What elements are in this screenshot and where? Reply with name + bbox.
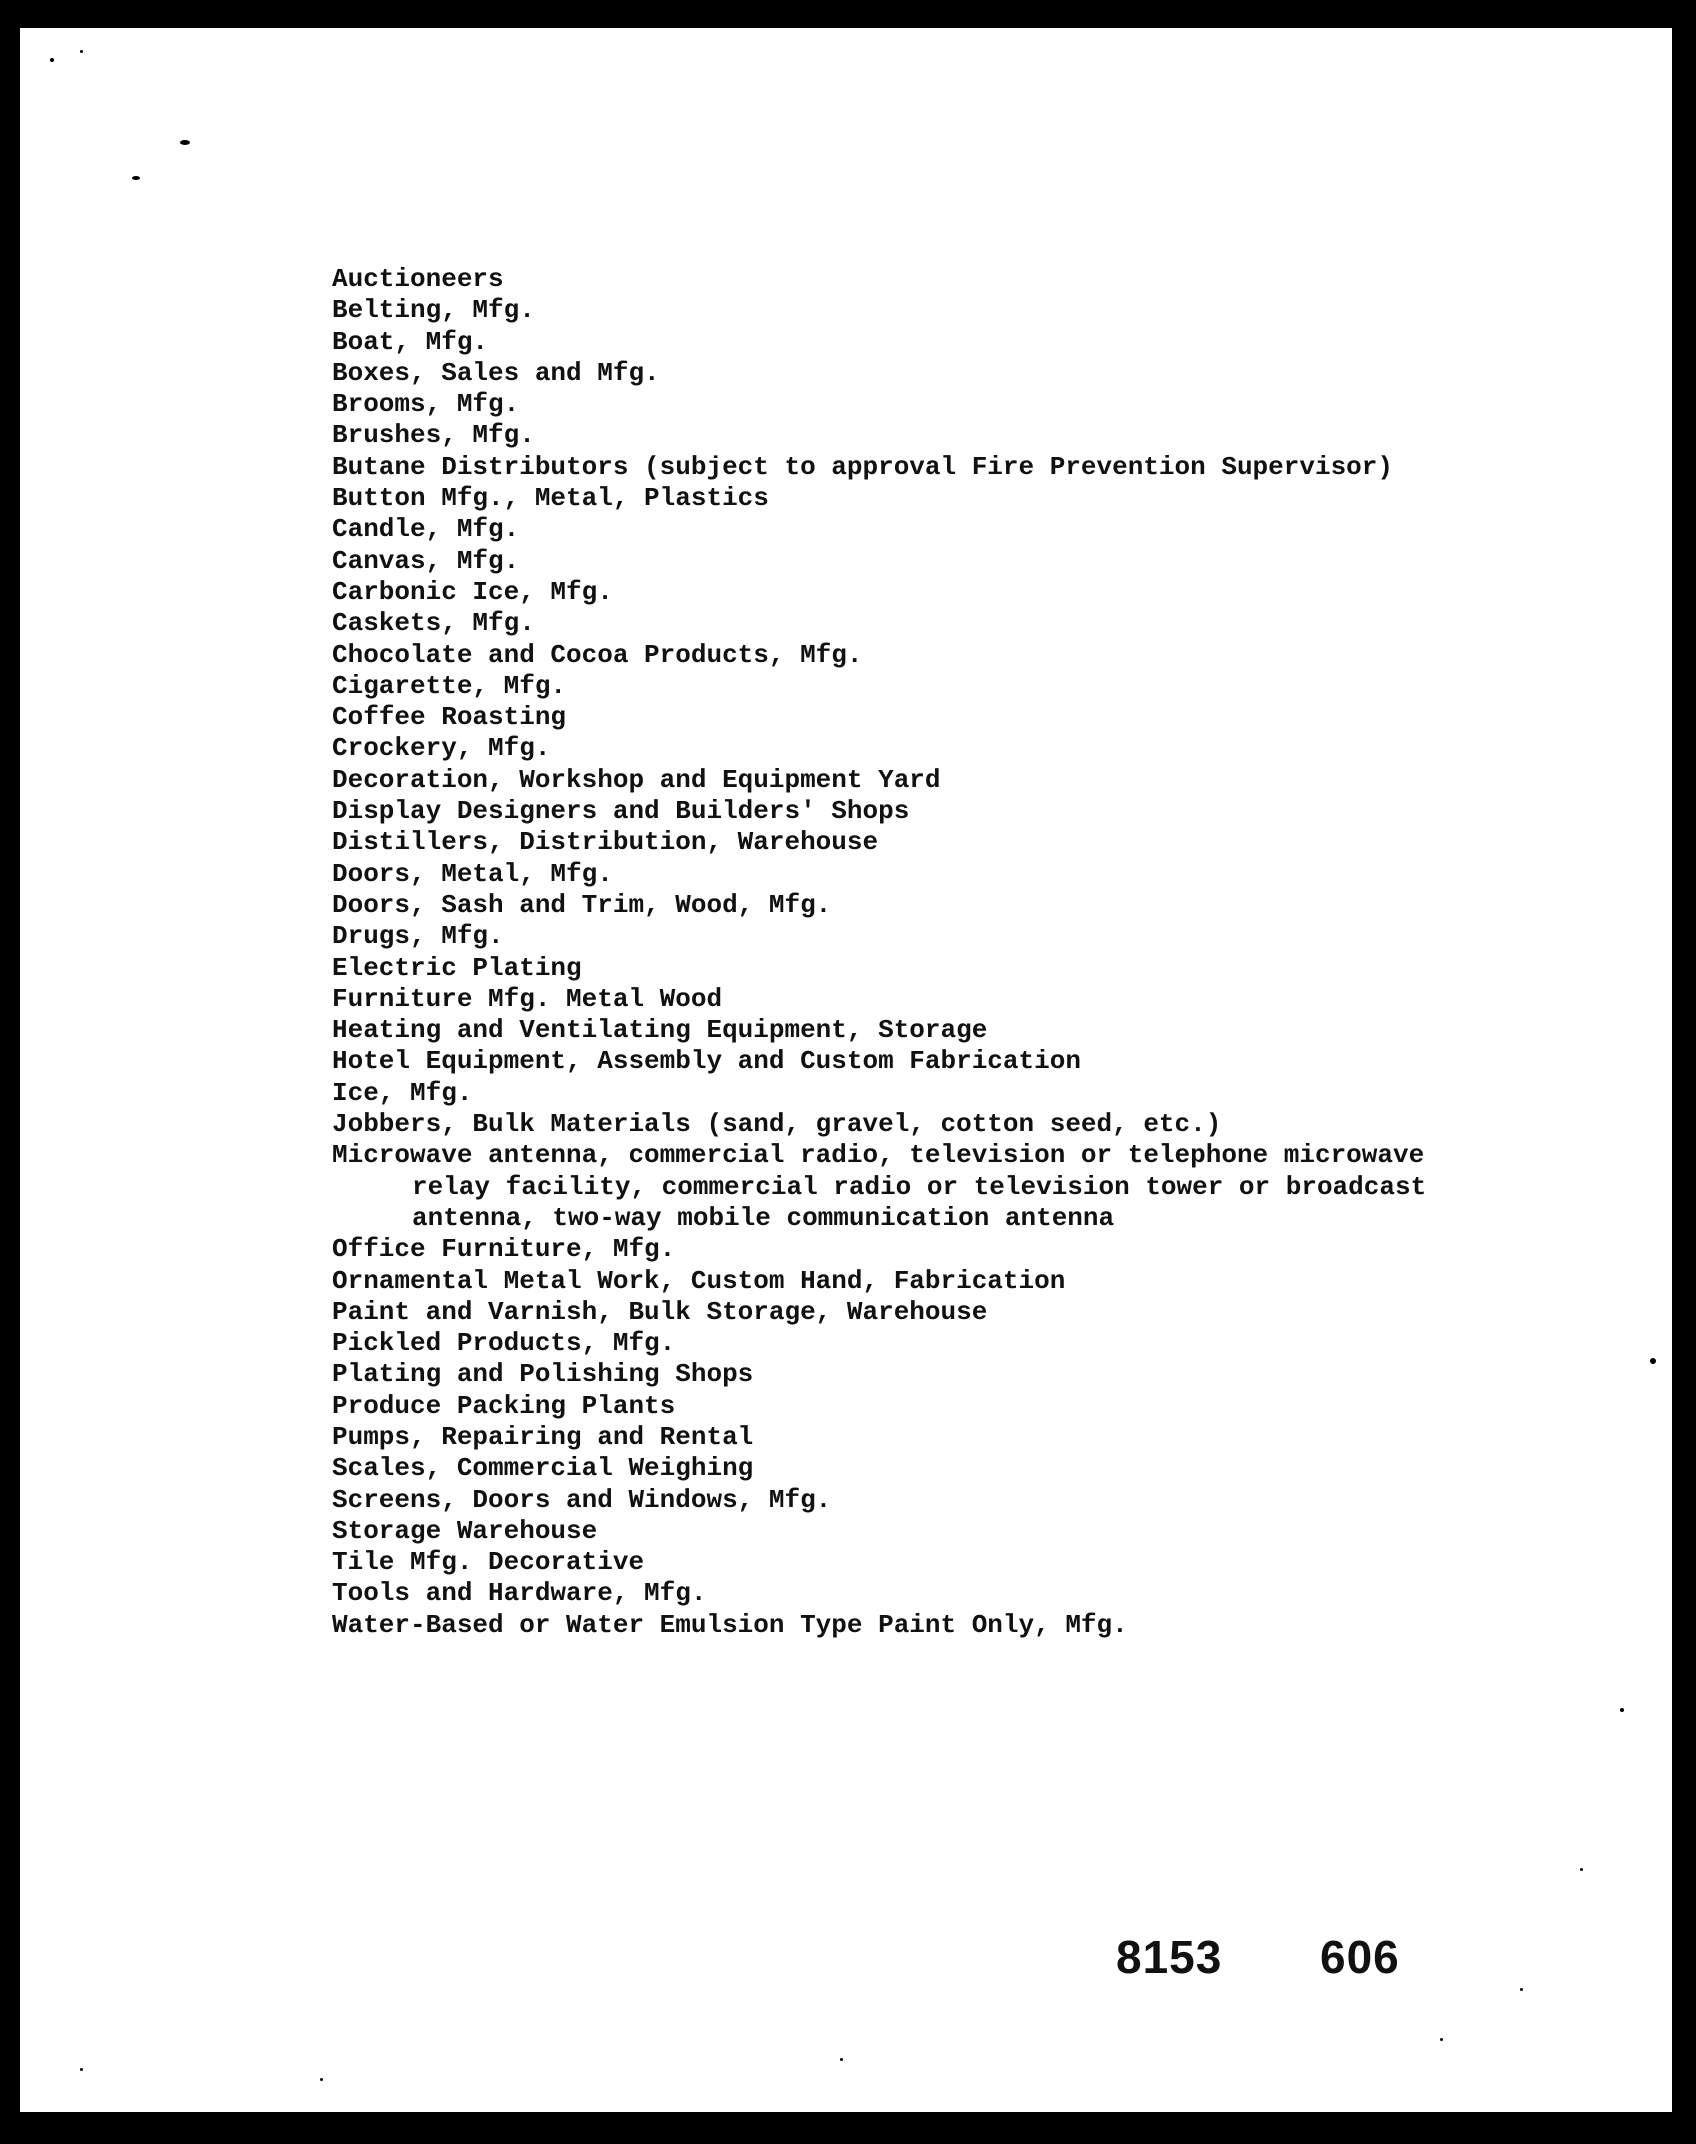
list-item: Decoration, Workshop and Equipment Yard [332, 764, 941, 795]
list-item: Paint and Varnish, Bulk Storage, Warehouse [332, 1296, 988, 1327]
list-item: Plating and Polishing Shops [332, 1359, 754, 1390]
scan-speck [80, 2068, 83, 2071]
scan-speck [840, 2058, 843, 2061]
list-item: Candle, Mfg. [332, 514, 520, 545]
scan-speck [50, 58, 54, 62]
list-item: Carbonic Ice, Mfg. [332, 576, 613, 607]
list-item: Tools and Hardware, Mfg. [332, 1578, 707, 1609]
page-number-left: 8153 [1116, 1931, 1223, 1983]
list-item: Button Mfg., Metal, Plastics [332, 483, 769, 514]
scan-speck [1620, 1708, 1624, 1712]
list-item: Boxes, Sales and Mfg. [332, 357, 660, 388]
scan-speck [1440, 2038, 1443, 2041]
list-item: Boat, Mfg. [332, 326, 489, 357]
scan-speck [1650, 1358, 1656, 1364]
list-item: Hotel Equipment, Assembly and Custom Fabrication [332, 1046, 1081, 1077]
list-item: Coffee Roasting [332, 702, 567, 733]
list-item: Display Designers and Builders' Shops [332, 796, 910, 827]
list-item: Canvas, Mfg. [332, 545, 520, 576]
list-item: Belting, Mfg. [332, 295, 535, 326]
list-item-continuation: antenna, two-way mobile communication antenna [412, 1202, 1115, 1233]
scan-speck [1580, 1868, 1583, 1871]
list-item: Scales, Commercial Weighing [332, 1453, 754, 1484]
list-item: Jobbers, Bulk Materials (sand, gravel, cotton seed, etc.) [332, 1109, 1222, 1140]
list-item: Electric Plating [332, 952, 582, 983]
list-item: Ornamental Metal Work, Custom Hand, Fabrication [332, 1265, 1066, 1296]
list-item: Pumps, Repairing and Rental [332, 1421, 754, 1452]
list-item: Butane Distributors (subject to approval Fire Prevention Supervisor) [332, 451, 1393, 482]
list-item: Brushes, Mfg. [332, 420, 535, 451]
list-item: Distillers, Distribution, Warehouse [332, 827, 879, 858]
scan-speck [80, 50, 83, 53]
scan-speck [1520, 1988, 1523, 1991]
list-item: Office Furniture, Mfg. [332, 1234, 676, 1265]
list-item-continuation: relay facility, commercial radio or television tower or broadcast [412, 1171, 1427, 1202]
list-item: Ice, Mfg. [332, 1077, 473, 1108]
list-item: Auctioneers [332, 264, 504, 294]
list-item: Water-Based or Water Emulsion Type Paint Only, Mfg. [332, 1609, 1128, 1640]
scan-speck [180, 140, 190, 145]
list-item: Caskets, Mfg. [332, 608, 535, 639]
list-item-microwave [332, 1140, 1426, 1234]
scan-speck [132, 176, 140, 180]
list-item: Drugs, Mfg. [332, 921, 504, 952]
list-item: Crockery, Mfg. [332, 733, 551, 764]
list-item: Screens, Doors and Windows, Mfg. [332, 1484, 832, 1515]
document-page [20, 28, 1672, 2112]
list-item-line: Microwave antenna, commercial radio, television or telephone microwave [332, 1140, 1425, 1171]
list-item: Doors, Metal, Mfg. [332, 858, 613, 889]
list-item: Chocolate and Cocoa Products, Mfg. [332, 639, 863, 670]
list-item: Heating and Ventilating Equipment, Storage [332, 1015, 988, 1046]
business-list [332, 264, 1426, 1641]
list-item: Produce Packing Plants [332, 1390, 676, 1421]
list-item: Furniture Mfg. Metal Wood [332, 983, 723, 1014]
list-item: Tile Mfg. Decorative [332, 1547, 645, 1578]
scan-speck [320, 2078, 323, 2081]
list-item: Doors, Sash and Trim, Wood, Mfg. [332, 889, 832, 920]
page-number-right: 606 [1320, 1931, 1400, 1983]
list-item: Pickled Products, Mfg. [332, 1328, 676, 1359]
list-item: Cigarette, Mfg. [332, 670, 567, 701]
list-item: Brooms, Mfg. [332, 389, 520, 420]
list-item: Storage Warehouse [332, 1515, 598, 1546]
